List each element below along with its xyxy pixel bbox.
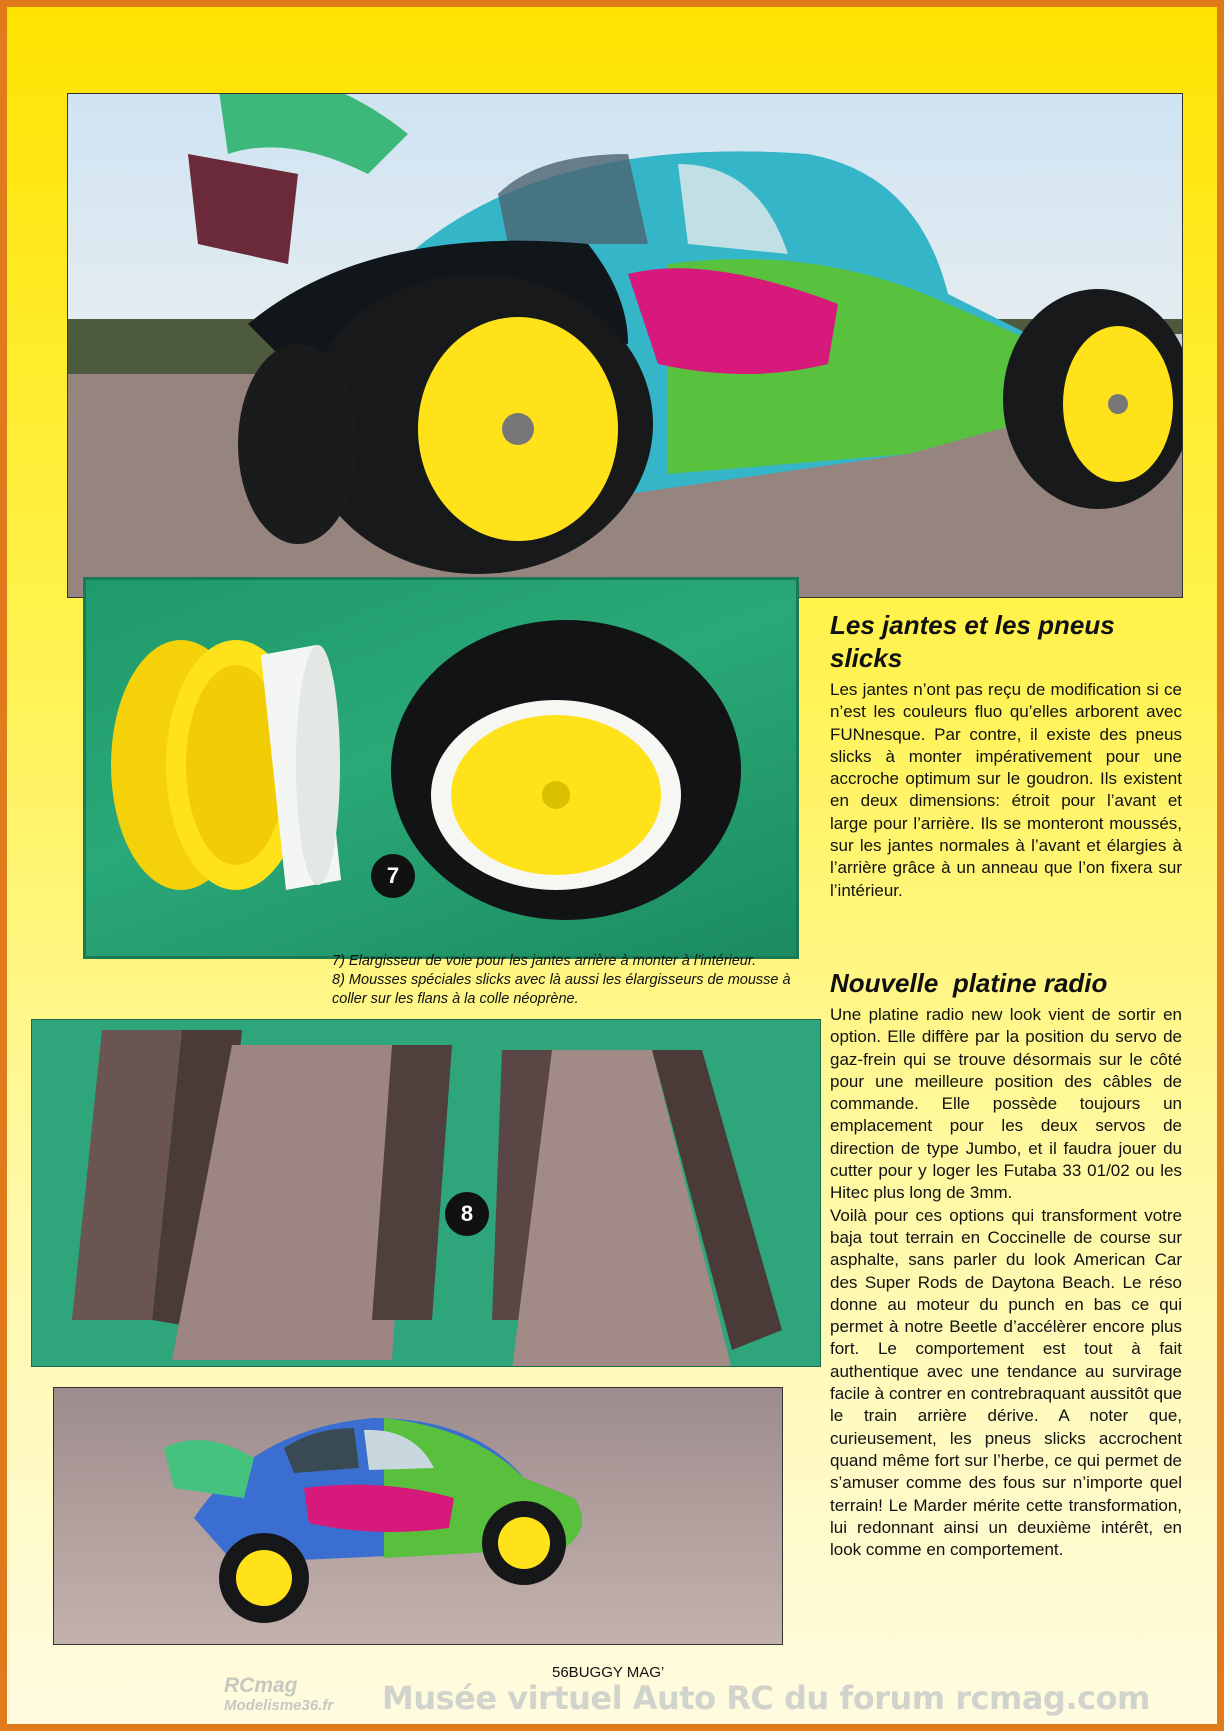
section-rims-tyres [830, 609, 1182, 902]
caption-8: 8) Mousses spéciales slicks avec là aussi les élargisseurs de mousse à coller sur les flans à la colle néoprène. [332, 972, 791, 1007]
beetle-side-illustration [54, 1388, 783, 1645]
photo-rims-and-slick-tyres [83, 577, 799, 959]
section-body-rims: Les jantes n’ont pas reçu de modification si ce n’est les couleurs fluo qu’elles arborent avec FUNnesque. Par contre, il existe des pneus slicks à monter impérativement pour une accroche optimum sur le goudron. Ils existent en deux dimensions: étroit pour l’avant et large pour l’arrière. Ils se monteront moussés, sur les jantes normales à l’avant et élargies à l’arrière grâce à un anneau que l’on fixera sur l’intérieur. [830, 680, 1182, 900]
beetle-rear-illustration [68, 94, 1183, 598]
watermark-text: Musée virtuel Auto RC du forum rcmag.com [382, 1679, 1150, 1717]
section-body-conclusion: Voilà pour ces options qui transforment votre baja tout terrain en Coccinelle de course sur asphalte, sans parler du look American Car des Super Rods de Daytona Beach. Le réso donne au moteur du punch en bas ce qui permet à notre Beetle d’accélèrer encore plus fort. Le comportement est tout à fait authentique avec une tendance au survirage facile à contrer en contrebraquant aussitôt que le train arrière dérive. A noter que, curieusement, les pneus slicks accrochent quand même fort sur l’herbe, ce qui permet de s’amuser comme des fous sur n’importe quel terrain! Le Marder mérite cette transformation, lui redonnant ainsi un deuxième intérêt, en look comme en comportement. [830, 1205, 1182, 1560]
rims-illustration [86, 580, 799, 959]
photo-slick-foam-inserts [31, 1019, 821, 1367]
section-radio-plate [830, 967, 1182, 1561]
page-folio: 56BUGGY MAG’ [552, 1664, 665, 1681]
photo-beetle-rear-three-quarter [67, 93, 1183, 598]
watermark-logo-top: RCmag [224, 1674, 298, 1697]
section-title-rims: Les jantes et les pneus slicks [830, 610, 1115, 673]
foam-illustration [32, 1020, 821, 1367]
figure-badge-8: 8 [445, 1192, 489, 1236]
caption-7: 7) Elargisseur de voie pour les jantes arrière à monter à l’intérieur. [332, 953, 757, 969]
photo-beetle-side-view [53, 1387, 783, 1645]
figure-badge-7: 7 [371, 854, 415, 898]
section-title-radio: Nouvelle platine radio [830, 968, 1108, 998]
section-body-radio: Une platine radio new look vient de sortir en option. Elle diffère par la position du servo de gaz-frein qui se trouve désormais sur le côté pour une meilleure position des câbles de commande. Elle possède toujours un emplacement pour les deux servos de direction de type Jumbo, et il faudra jouer du cutter pour y loger les Futaba 33 01/02 ou les Hitec plus long de 3mm. [830, 1005, 1182, 1203]
photo-captions [332, 952, 810, 1009]
watermark-logo-bottom: Modelisme36.fr [224, 1697, 334, 1714]
